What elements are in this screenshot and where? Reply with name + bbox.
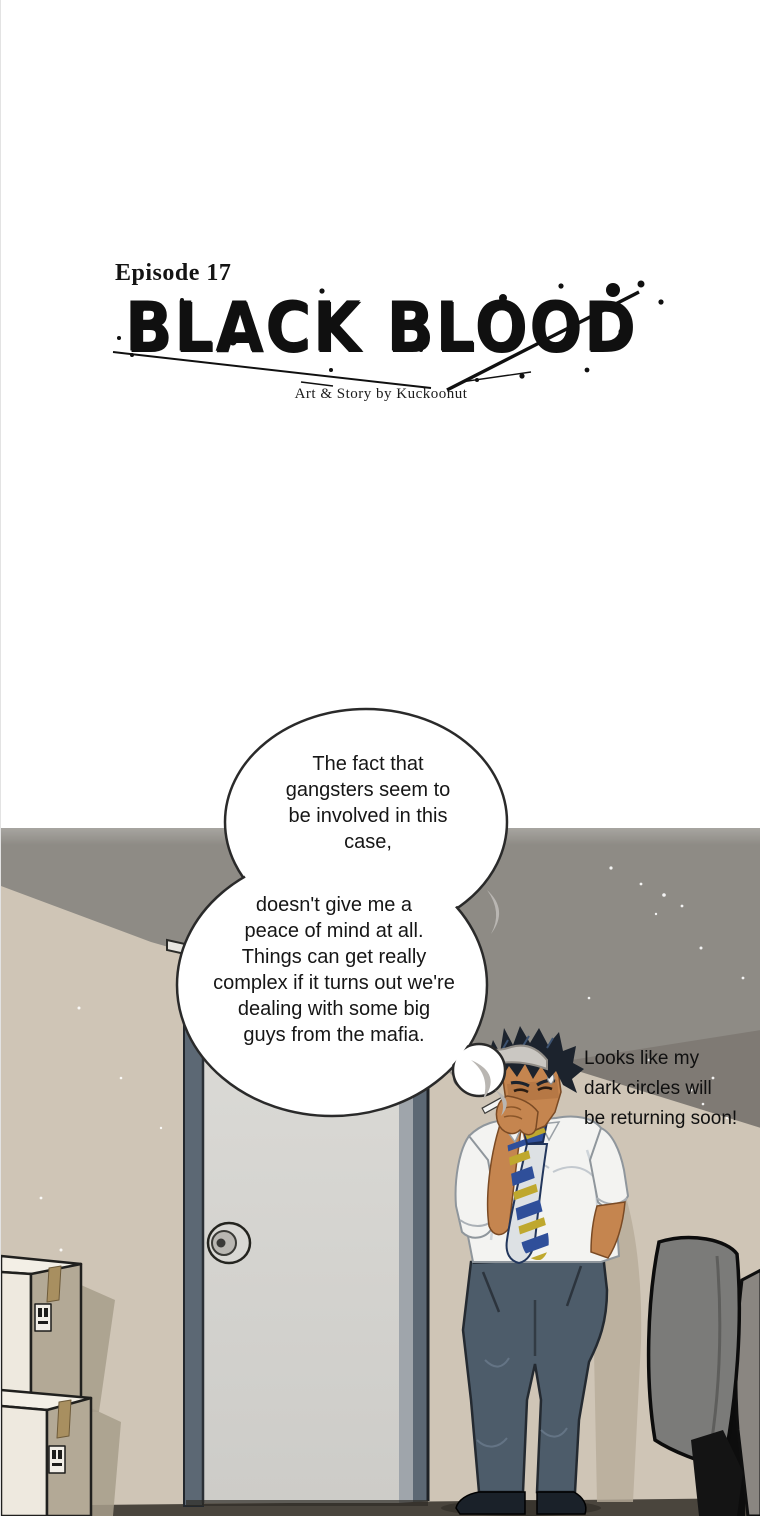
monologue-line: Looks like my — [584, 1048, 700, 1069]
bubble-line: be involved in this — [288, 805, 448, 827]
thought-bubble-2-text — [173, 892, 495, 1048]
bubble-line: The fact that — [312, 753, 424, 775]
episode-label: Episode 17 — [115, 260, 232, 286]
bubble-line: dealing with some big — [237, 998, 431, 1020]
bubble-line: Things can get really — [241, 946, 427, 968]
bubble-line: peace of mind at all. — [244, 920, 424, 942]
bubble-line: guys from the mafia. — [243, 1024, 425, 1046]
monologue-line: dark circles will — [584, 1078, 712, 1099]
thought-bubble-1-text — [219, 751, 517, 855]
bubble-line: gangsters seem to — [285, 779, 451, 801]
credit-line: Art & Story by Kuckoonut — [294, 386, 468, 402]
comic-title: BLACK BLOOD — [124, 288, 638, 368]
bubble-line: case, — [344, 831, 392, 853]
bubble-line: complex if it turns out we're — [213, 972, 455, 994]
inner-monologue-text — [584, 1044, 760, 1134]
monologue-line: be returning soon! — [584, 1108, 738, 1129]
text-layer — [1, 0, 760, 1516]
bubble-line: doesn't give me a — [255, 894, 413, 916]
